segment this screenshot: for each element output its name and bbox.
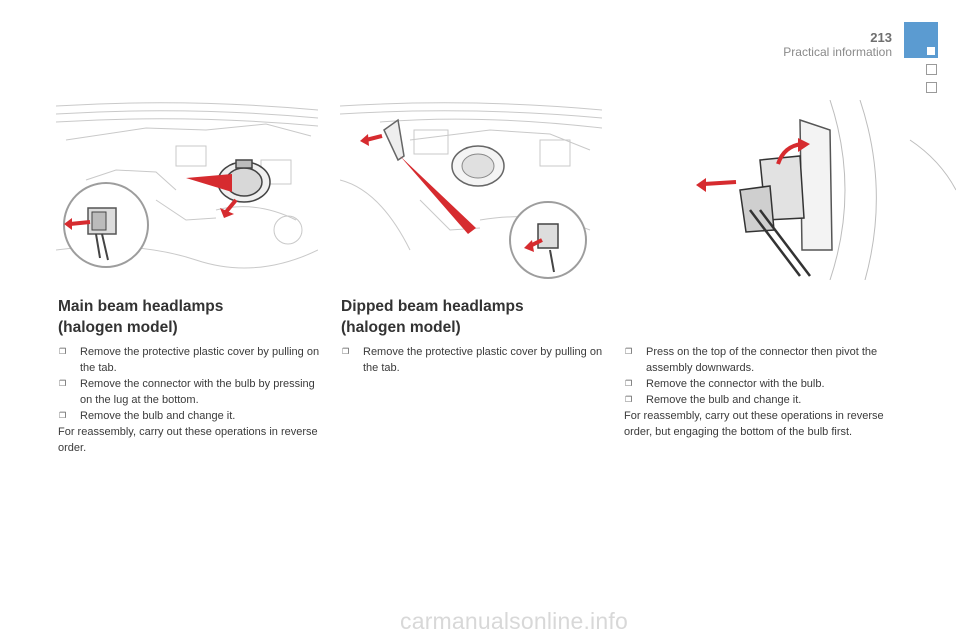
- list-item: ❒ Press on the top of the connector then pivot the assembly downwards.: [624, 344, 886, 376]
- main-beam-reassembly-note: For reassembly, carry out these operations in reverse order.: [58, 426, 318, 454]
- watermark: carmanualsonline.info: [400, 608, 628, 634]
- connector-reassembly-note: For reassembly, carry out these operations in reverse order, but engaging the bottom of the bulb first.: [624, 410, 884, 438]
- tab-marker-icon: [927, 47, 935, 55]
- list-item: ❒ Remove the bulb and change it.: [624, 392, 886, 408]
- headlamp-dipped-beam-diagram: [340, 100, 602, 280]
- connector-removal-illustration: [680, 100, 956, 280]
- chapter-tab-active[interactable]: [904, 22, 938, 58]
- list-item: ❒ Remove the protective plastic cover by pulling on the tab.: [58, 344, 320, 376]
- chapter-tab-empty[interactable]: [926, 82, 937, 93]
- list-item: ❒ Remove the connector with the bulb.: [624, 376, 886, 392]
- dipped-beam-heading: [341, 296, 524, 338]
- heading-line: Dipped beam headlamps: [341, 298, 524, 315]
- main-beam-heading: [58, 296, 223, 338]
- heading-line: Main beam headlamps: [58, 298, 224, 315]
- dipped-beam-steps: [341, 344, 603, 376]
- page-number: 213: [870, 30, 892, 45]
- main-beam-illustration: [56, 100, 318, 280]
- heading-line: (halogen model): [58, 319, 178, 336]
- chapter-tab-empty[interactable]: [926, 64, 937, 75]
- dipped-beam-illustration: [340, 100, 602, 280]
- headlamp-main-beam-diagram: [56, 100, 318, 280]
- section-title: Practical information: [783, 45, 892, 59]
- list-item: ❒ Remove the protective plastic cover by pulling on the tab.: [341, 344, 603, 376]
- connector-pivot-diagram: [680, 100, 956, 280]
- main-beam-steps: [58, 344, 320, 424]
- heading-line: (halogen model): [341, 319, 461, 336]
- connector-steps: [624, 344, 886, 408]
- list-item: ❒ Remove the connector with the bulb by pressing on the lug at the bottom.: [58, 376, 320, 408]
- list-item: ❒ Remove the bulb and change it.: [58, 408, 320, 424]
